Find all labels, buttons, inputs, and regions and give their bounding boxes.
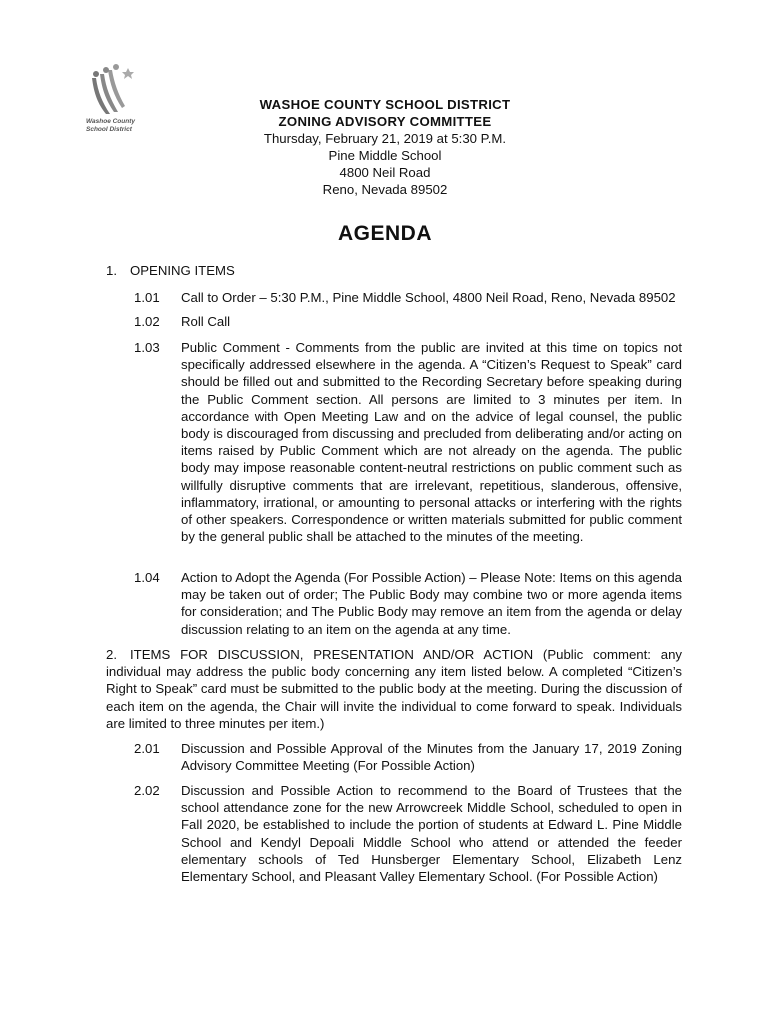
item-number: 2.01 <box>134 741 160 756</box>
header-city: Reno, Nevada 89502 <box>322 182 448 197</box>
item-number: 1.02 <box>134 314 160 329</box>
agenda-item-2-01 <box>134 740 682 774</box>
header-committee: ZONING ADVISORY COMMITTEE <box>278 114 492 129</box>
agenda-item-1-04 <box>134 569 682 638</box>
item-text: Roll Call <box>181 314 231 329</box>
agenda-item-1-03 <box>134 339 682 545</box>
item-number: 1.04 <box>134 570 160 585</box>
logo-org-line1: Washoe County <box>86 118 135 125</box>
header-district: WASHOE COUNTY SCHOOL DISTRICT <box>259 97 511 112</box>
section-number: 1. <box>106 263 117 278</box>
item-text: Discussion and Possible Approval of the Minutes from the January 17, 2019 Zoning Advisory Committee Meeting (For Possible Action) <box>181 741 682 774</box>
section-label: OPENING ITEMS <box>130 263 235 278</box>
header-street: 4800 Neil Road <box>339 165 431 180</box>
header-venue: Pine Middle School <box>328 148 442 163</box>
item-number: 2.02 <box>134 783 160 798</box>
item-text: Call to Order – 5:30 P.M., Pine Middle School, 4800 Neil Road, Reno, Nevada 89502 <box>181 290 676 305</box>
agenda-item-1-01 <box>134 289 682 306</box>
item-text: Public Comment - Comments from the public are invited at this time on topics not specifically addressed elsewhere in the agenda. A “Citizen’s Request to Speak” card should be filled out and submitted to the Recording Secretary before speaking during the Public Comment section. All persons are limited to 3 minutes per item. In accordance with Open Meeting Law and on the advice of legal counsel, the public body is discouraged from discussing and precluded from deliberating and/or acting on items raised by Public Comment which are not already on the agenda. The public body may impose reasonable content-neutral restrictions on public comment such as willfully disruptive comments that are irrelevant, repetitious, slanderous, offensive, inflammatory, irrational, or amounting to personal attacks or interfering with the rights of other speakers. Correspondence or written materials submitted for public comment by the general public shall be attached to the minutes of the meeting. <box>181 340 682 545</box>
meeting-header <box>180 96 590 198</box>
item-text: Action to Adopt the Agenda (For Possible Action) – Please Note: Items on this agenda may be taken out of order; The Public Body may combine two or more agenda items for consideration; and The Public Body may remove an item from the agenda or delay discussion relating to an item on the agenda at any time. <box>181 570 682 637</box>
item-text: Discussion and Possible Action to recommend to the Board of Trustees that the school attendance zone for the new Arrowcreek Middle School, scheduled to open in Fall 2020, be established to include the portion of students at Edward L. Pine Middle School and Kendyl Depoali Middle School who attend or attended the feeder elementary schools of Ted Hunsberger Elementary School, Elizabeth Lenz Elementary School, and Pleasant Valley Elementary School. (For Possible Action) <box>181 783 682 885</box>
agenda-item-2-02 <box>134 782 682 885</box>
agenda-title: AGENDA <box>337 222 432 245</box>
section-2-heading <box>106 646 682 732</box>
logo-org-line2: School District <box>86 126 132 133</box>
item-number: 1.01 <box>134 290 160 305</box>
section-number: 2. <box>106 647 117 662</box>
section-text: ITEMS FOR DISCUSSION, PRESENTATION AND/OR ACTION (Public comment: any individual may address the public body concerning any item listed below. A completed “Citizen’s Right to Speak” card must be submitted to the public body at the meeting. During the discussion of each item on the agenda, the Chair will invite the individual to come forward to speak. Individuals are limited to three minutes per item.) <box>106 647 682 731</box>
header-date: Thursday, February 21, 2019 at 5:30 P.M. <box>263 131 507 146</box>
agenda-item-1-02 <box>134 313 682 330</box>
item-number: 1.03 <box>134 340 160 355</box>
